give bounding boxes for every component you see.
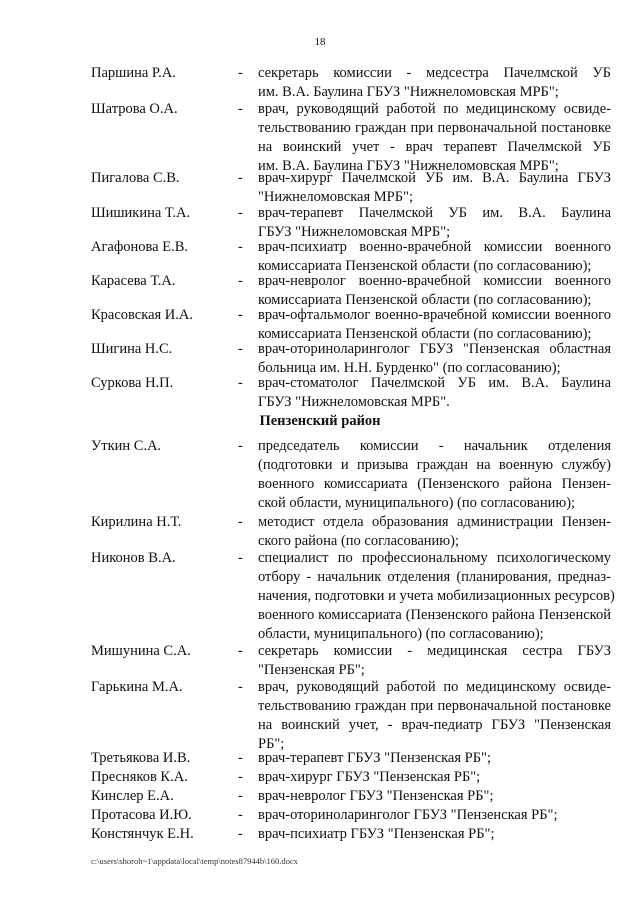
- member-role: [258, 100, 611, 176]
- role-line: комиссариата Пензенской области (по согласованию);: [258, 292, 592, 308]
- section-title: Пензенский район: [259, 413, 381, 429]
- role-line: врач-психиатр военно-врачебной комиссии военного: [258, 239, 611, 255]
- role-line: врач-невролог ГБУЗ "Пензенская РБ";: [258, 788, 494, 804]
- role-line: врач, руководящий работой по медицинскому освиде-: [258, 101, 611, 117]
- page-number: 18: [314, 36, 326, 48]
- role-line: им. В.А. Баулина ГБУЗ "Нижнеломовская МРБ";: [258, 84, 559, 100]
- dash-separator: -: [238, 750, 243, 766]
- dash-separator: -: [238, 65, 243, 81]
- role-line: врач-офтальмолог военно-врачебной комиссии военного: [258, 307, 611, 323]
- member-name: Кинслер Е.А.: [91, 788, 174, 804]
- dash-separator: -: [238, 550, 243, 566]
- role-line: врач-хирург Пачелмской УБ им. В.А. Баулина ГБУЗ: [258, 170, 611, 186]
- role-line: комиссариата Пензенской области (по согласованию);: [258, 258, 592, 274]
- member-name: Шигина Н.С.: [91, 341, 173, 357]
- member-role: [258, 238, 611, 276]
- dash-separator: -: [238, 101, 243, 117]
- member-role: [258, 678, 611, 754]
- member-name: Красовская И.А.: [91, 307, 193, 323]
- role-line: отбору - начальник отделения (планирования, предназ-: [258, 569, 611, 585]
- member-role: [258, 340, 611, 378]
- member-role: [258, 169, 611, 207]
- role-line: "Пензенская РБ";: [258, 662, 365, 678]
- role-line: врач-оториноларинголог ГБУЗ "Пензенская РБ";: [258, 807, 558, 823]
- dash-separator: -: [238, 307, 243, 323]
- role-line: тельствованию граждан при первоначальной постановке: [258, 120, 611, 136]
- member-name: Мишунина С.А.: [91, 643, 191, 659]
- member-role: [258, 513, 611, 551]
- role-line: на воинский учет - врач терапевт Пачелмской УБ: [258, 139, 611, 155]
- dash-separator: -: [238, 170, 243, 186]
- dash-separator: -: [238, 679, 243, 695]
- role-line: врач-оториноларинголог ГБУЗ "Пензенская областная: [258, 341, 611, 357]
- dash-separator: -: [238, 205, 243, 221]
- role-line: секретарь комиссии - медсестра Пачелмской УБ: [258, 65, 611, 81]
- member-name: Протасова И.Ю.: [91, 807, 192, 823]
- member-role: [258, 768, 611, 787]
- dash-separator: -: [238, 273, 243, 289]
- dash-separator: -: [238, 643, 243, 659]
- dash-separator: -: [238, 826, 243, 842]
- role-line: военного комиссариата (Пензенского района Пензен-: [258, 476, 611, 492]
- dash-separator: -: [238, 375, 243, 391]
- dash-separator: -: [238, 788, 243, 804]
- member-name: Уткин С.А.: [91, 438, 162, 454]
- dash-separator: -: [238, 239, 243, 255]
- role-line: врач-хирург ГБУЗ "Пензенская РБ";: [258, 769, 481, 785]
- member-role: [258, 204, 611, 242]
- role-line: ского района (по согласованию);: [258, 533, 459, 549]
- dash-separator: -: [238, 514, 243, 530]
- role-line: врач-терапевт ГБУЗ "Пензенская РБ";: [258, 750, 491, 766]
- role-line: ской области, муниципального) (по согласованию);: [258, 495, 576, 511]
- member-name: Кирилина Н.Т.: [91, 514, 182, 530]
- member-name: Паршина Р.А.: [91, 65, 176, 81]
- member-name: Пресняков К.А.: [91, 769, 188, 785]
- role-line: врач-психиатр ГБУЗ "Пензенская РБ";: [258, 826, 495, 842]
- role-line: им. В.А. Баулина ГБУЗ "Нижнеломовская МРБ";: [258, 158, 559, 174]
- dash-separator: -: [238, 769, 243, 785]
- role-line: методист отдела образования администрации Пензен-: [258, 514, 611, 530]
- role-line: ГБУЗ "Нижнеломовская МРБ".: [258, 394, 450, 410]
- dash-separator: -: [238, 438, 243, 454]
- member-name: Третьякова И.В.: [91, 750, 191, 766]
- role-line: военного комиссариата (Пензенского района Пензенской: [258, 607, 611, 623]
- role-line: тельствованию граждан при первоначальной постановке: [258, 698, 611, 714]
- role-line: ГБУЗ "Нижнеломовская МРБ";: [258, 224, 451, 240]
- member-role: [258, 825, 611, 844]
- member-name: Шишикина Т.А.: [91, 205, 191, 221]
- role-line: председатель комиссии - начальник отделения: [258, 438, 611, 454]
- role-line: больница им. Н.Н. Бурденко" (по согласованию);: [258, 360, 561, 376]
- role-line: врач-стоматолог Пачелмской УБ им. В.А. Баулина: [258, 375, 611, 391]
- member-role: [258, 806, 611, 825]
- member-role: [258, 437, 611, 513]
- member-name: Агафонова Е.В.: [91, 239, 189, 255]
- member-name: Карасева Т.А.: [91, 273, 176, 289]
- role-line: "Нижнеломовская МРБ";: [258, 189, 413, 205]
- role-line: начения, подготовки и учета мобилизационных ресурсов): [258, 588, 615, 604]
- role-line: специалист по профессиональному психологическому: [258, 550, 611, 566]
- role-line: секретарь комиссии - медицинская сестра ГБУЗ: [258, 643, 611, 659]
- member-role: [258, 272, 611, 310]
- role-line: комиссариата Пензенской области (по согласованию);: [258, 326, 592, 342]
- member-role: [258, 64, 611, 102]
- role-line: врач, руководящий работой по медицинскому освиде-: [258, 679, 611, 695]
- member-role: [258, 749, 611, 768]
- member-role: [258, 549, 615, 644]
- dash-separator: -: [238, 807, 243, 823]
- member-name: Никонов В.А.: [91, 550, 176, 566]
- member-role: [258, 787, 611, 806]
- footer-file-path: c:\users\shoroh~1\appdata\local\temp\notes87944b\160.docx: [91, 856, 298, 866]
- role-line: (подготовки и призыва граждан на военную службу): [258, 457, 611, 473]
- member-name: Гарькина М.А.: [91, 679, 183, 695]
- role-line: врач-невролог военно-врачебной комиссии военного: [258, 273, 611, 289]
- role-line: области, муниципального) (по согласованию);: [258, 626, 544, 642]
- role-line: РБ";: [258, 736, 285, 752]
- member-role: [258, 306, 611, 344]
- member-name: Констянчук Е.Н.: [91, 826, 194, 842]
- role-line: на воинский учет, - врач-педиатр ГБУЗ "Пензенская: [258, 717, 611, 733]
- role-line: врач-терапевт Пачелмской УБ им. В.А. Баулина: [258, 205, 611, 221]
- member-role: [258, 374, 611, 412]
- member-role: [258, 642, 611, 680]
- member-name: Пигалова С.В.: [91, 170, 180, 186]
- member-name: Шатрова О.А.: [91, 101, 178, 117]
- dash-separator: -: [238, 341, 243, 357]
- member-name: Суркова Н.П.: [91, 375, 174, 391]
